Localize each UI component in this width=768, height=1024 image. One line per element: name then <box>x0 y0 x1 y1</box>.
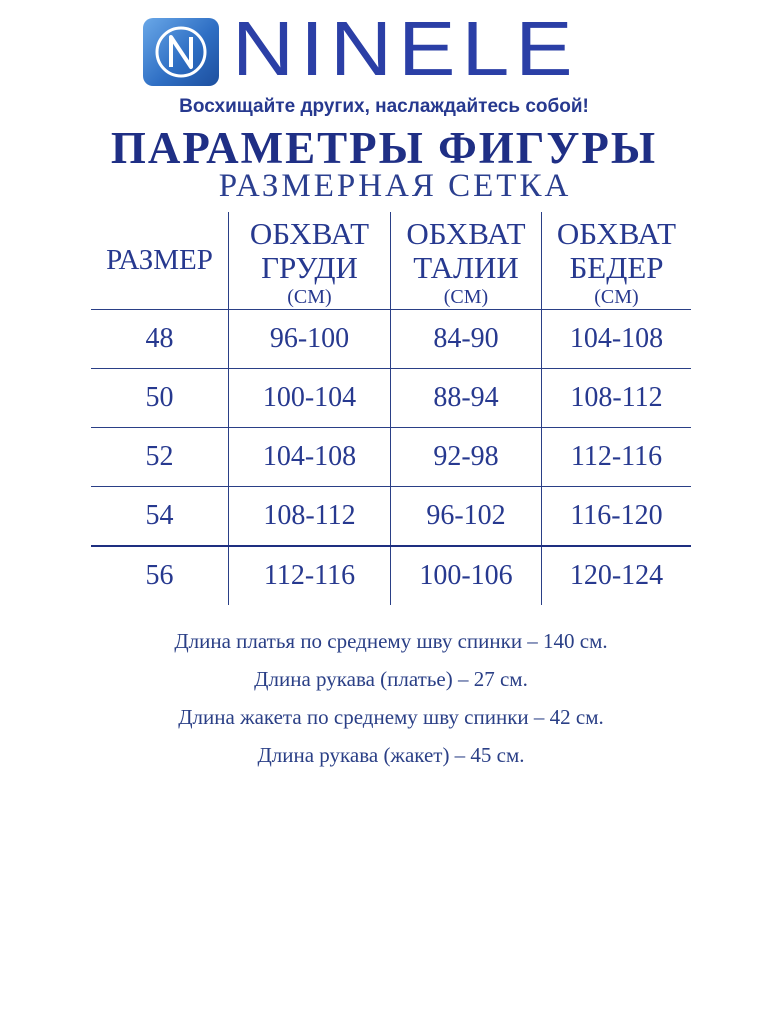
cell-bust: 104-108 <box>229 428 391 487</box>
cell-size: 52 <box>91 428 229 487</box>
header-bust-line2: ГРУДИ <box>261 250 358 285</box>
table-row <box>91 487 691 547</box>
cell-size: 48 <box>91 310 229 369</box>
cell-bust: 112-116 <box>229 546 391 605</box>
header-waist-unit: (СМ) <box>443 286 489 308</box>
brand-logo <box>143 18 219 86</box>
table-row <box>91 428 691 487</box>
cell-bust: 96-100 <box>229 310 391 369</box>
header-waist <box>391 212 542 310</box>
cell-bust: 108-112 <box>229 487 391 547</box>
cell-waist: 96-102 <box>391 487 542 547</box>
cell-waist: 88-94 <box>391 369 542 428</box>
size-chart-table <box>91 212 691 605</box>
table-row <box>91 369 691 428</box>
brand-tagline: Восхищайте других, наслаждайтесь собой! <box>179 96 589 117</box>
header-waist-line2: ТАЛИИ <box>413 250 519 285</box>
note-jacket-length: Длина жакета по среднему шву спинки – 42 см. <box>178 705 604 729</box>
header-size: РАЗМЕР <box>106 244 213 276</box>
cell-hips: 108-112 <box>542 369 692 428</box>
header-waist-line1: ОБХВАТ <box>406 216 526 251</box>
cell-hips: 112-116 <box>542 428 692 487</box>
cell-waist: 100-106 <box>391 546 542 605</box>
header-hips-line1: ОБХВАТ <box>556 216 677 251</box>
cell-bust: 100-104 <box>229 369 391 428</box>
header-hips-unit: (СМ) <box>594 286 639 308</box>
cell-size: 50 <box>91 369 229 428</box>
cell-waist: 92-98 <box>391 428 542 487</box>
header-bust-line1: ОБХВАТ <box>249 216 370 251</box>
header-hips-line2: БЕДЕР <box>569 250 664 285</box>
header-hips <box>542 212 692 310</box>
page-subtitle: РАЗМЕРНАЯ СЕТКА <box>218 168 572 204</box>
n-monogram-logo-icon <box>143 18 219 86</box>
table-row <box>91 546 691 605</box>
cell-hips: 104-108 <box>542 310 692 369</box>
cell-waist: 84-90 <box>391 310 542 369</box>
note-dress-sleeve: Длина рукава (платье) – 27 см. <box>254 667 528 691</box>
page-title: ПАРАМЕТРЫ ФИГУРЫ <box>110 123 658 173</box>
header-bust <box>229 212 391 310</box>
cell-size: 56 <box>91 546 229 605</box>
brand-name: NINELE <box>232 5 579 92</box>
cell-hips: 116-120 <box>542 487 692 547</box>
garment-notes <box>0 626 768 778</box>
note-jacket-sleeve: Длина рукава (жакет) – 45 см. <box>257 743 525 767</box>
table-header-row <box>91 212 691 310</box>
header-bust-unit: (СМ) <box>287 286 332 308</box>
cell-size: 54 <box>91 487 229 547</box>
table-row <box>91 310 691 369</box>
cell-hips: 120-124 <box>542 546 692 605</box>
note-dress-length: Длина платья по среднему шву спинки – 140 см. <box>174 629 608 653</box>
